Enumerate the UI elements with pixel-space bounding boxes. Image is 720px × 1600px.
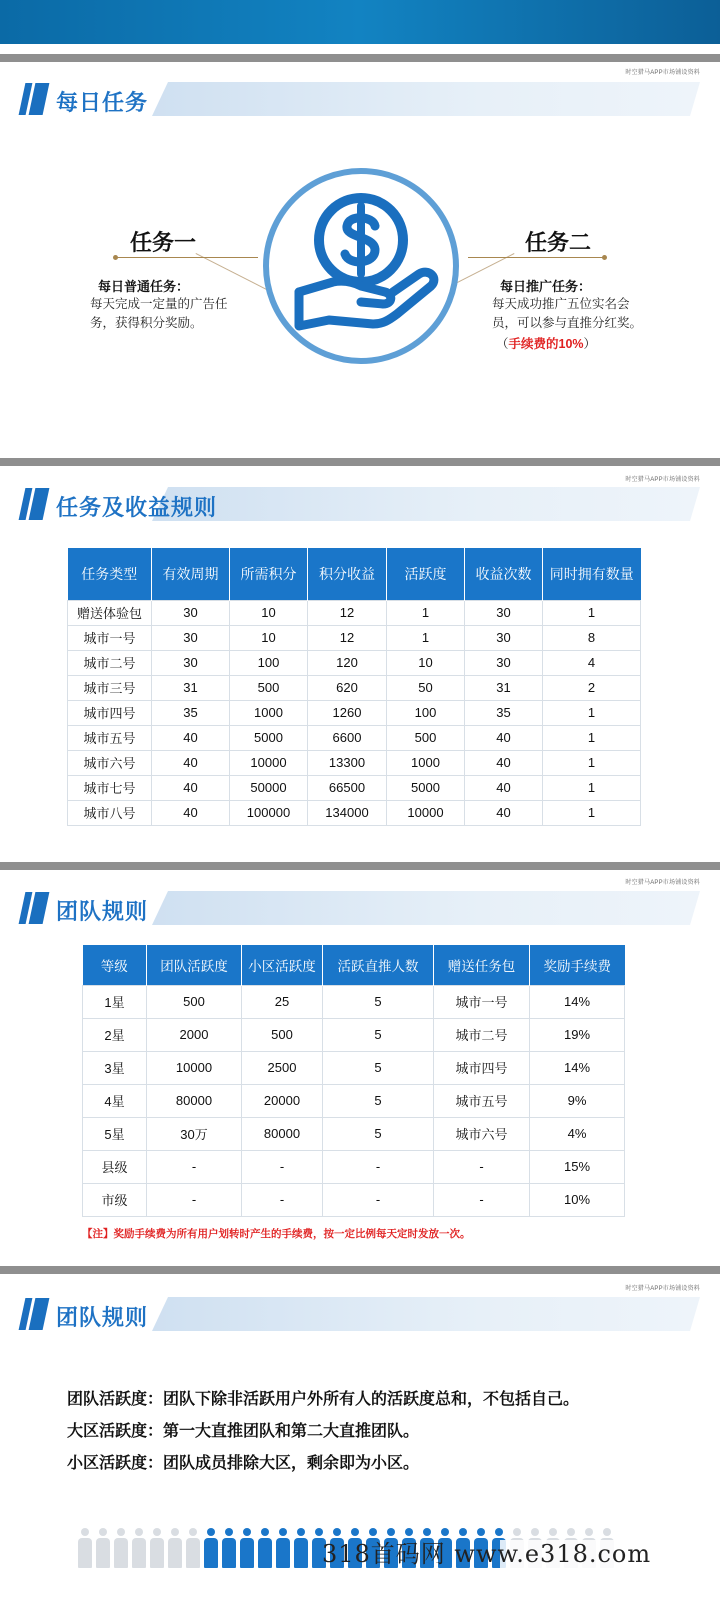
table-cell: 40 [465, 725, 543, 750]
table-cell: 5 [323, 1084, 434, 1117]
table-cell: 500 [242, 1018, 323, 1051]
table-row [83, 1084, 625, 1117]
table-cell: - [242, 1183, 323, 1216]
table-cell: 30 [465, 600, 543, 625]
column-header: 团队活跃度 [147, 945, 242, 985]
table-header-row [83, 945, 625, 985]
table-cell: 35 [465, 700, 543, 725]
table-cell: 5 [323, 1117, 434, 1150]
table-cell: 1 [387, 625, 465, 650]
section-header-band [152, 891, 700, 925]
table-cell: - [434, 1183, 530, 1216]
section-tag: 时空猎马APP市场铺设资料 [625, 70, 700, 76]
table-cell: 10 [387, 650, 465, 675]
person-icon [276, 1528, 290, 1568]
table-cell: 城市七号 [68, 775, 152, 800]
table-cell: 14% [530, 1051, 625, 1084]
table-cell: 城市八号 [68, 800, 152, 825]
table-cell: 1星 [83, 985, 147, 1018]
table-row [68, 600, 641, 625]
section-bars-icon [22, 488, 50, 520]
section-header-band [152, 1297, 700, 1331]
table-cell: 3星 [83, 1051, 147, 1084]
person-icon [204, 1528, 218, 1568]
table-cell: 14% [530, 985, 625, 1018]
table-cell: 城市四号 [434, 1051, 530, 1084]
table-cell: 35 [152, 700, 230, 725]
table-cell: 5000 [230, 725, 308, 750]
top-banner [0, 0, 720, 44]
table-cell: - [434, 1150, 530, 1183]
table-cell: 1 [543, 800, 641, 825]
table-cell: 12 [308, 600, 387, 625]
table-cell: 100 [387, 700, 465, 725]
person-icon [240, 1528, 254, 1568]
task2-fee: （手续费的10%） [496, 337, 597, 351]
table-cell: 30 [465, 650, 543, 675]
column-header: 同时拥有数量 [543, 548, 641, 600]
table-row [68, 650, 641, 675]
table-cell: 30 [465, 625, 543, 650]
table-cell: 城市六号 [68, 750, 152, 775]
table-cell: 4 [543, 650, 641, 675]
table-cell: 1000 [387, 750, 465, 775]
task1-dot [113, 255, 118, 260]
table-header-row [68, 548, 641, 600]
table-row [68, 625, 641, 650]
person-icon [222, 1528, 236, 1568]
table-cell: 1 [543, 725, 641, 750]
table-cell: 4星 [83, 1084, 147, 1117]
table-cell: 40 [465, 800, 543, 825]
table-cell: 城市二号 [434, 1018, 530, 1051]
separator [0, 862, 720, 870]
table-cell: 5000 [387, 775, 465, 800]
table-cell: 10000 [387, 800, 465, 825]
table-cell: 134000 [308, 800, 387, 825]
fee-note: 【注】奖励手续费为所有用户划转时产生的手续费，按一定比例每天定时发放一次。 [82, 1228, 471, 1240]
section-bars-icon [22, 892, 50, 924]
table-row [68, 800, 641, 825]
person-icon [132, 1528, 146, 1568]
table-cell: 城市一号 [68, 625, 152, 650]
column-header: 有效周期 [152, 548, 230, 600]
table-row [83, 1117, 625, 1150]
table-cell: 30万 [147, 1117, 242, 1150]
table-cell: 10% [530, 1183, 625, 1216]
table-cell: 100 [230, 650, 308, 675]
separator [0, 458, 720, 466]
table-cell: 80000 [147, 1084, 242, 1117]
table-row [83, 985, 625, 1018]
table-row [68, 675, 641, 700]
table-cell: 40 [152, 750, 230, 775]
table-cell: 6600 [308, 725, 387, 750]
table-cell: 1000 [230, 700, 308, 725]
table-cell: 2星 [83, 1018, 147, 1051]
task2-dot [602, 255, 607, 260]
table-cell: 12 [308, 625, 387, 650]
person-icon [294, 1528, 308, 1568]
separator [0, 54, 720, 62]
column-header: 奖励手续费 [530, 945, 625, 985]
table-cell: 城市二号 [68, 650, 152, 675]
table-cell: 50000 [230, 775, 308, 800]
table-cell: 城市三号 [68, 675, 152, 700]
table-cell: 620 [308, 675, 387, 700]
table-cell: 500 [147, 985, 242, 1018]
column-header: 任务类型 [68, 548, 152, 600]
table-cell: 40 [465, 750, 543, 775]
table-cell: 5 [323, 1018, 434, 1051]
table-cell: 城市五号 [434, 1084, 530, 1117]
column-header: 活跃度 [387, 548, 465, 600]
table-cell: 城市一号 [434, 985, 530, 1018]
person-icon [186, 1528, 200, 1568]
table-cell: 80000 [242, 1117, 323, 1150]
column-header: 小区活跃度 [242, 945, 323, 985]
table-cell: 2 [543, 675, 641, 700]
table-cell: 10 [230, 625, 308, 650]
section-title-task-income: 任务及收益规则 [56, 495, 218, 520]
column-header: 活跃直推人数 [323, 945, 434, 985]
section-tag: 时空猎马APP市场铺设资料 [625, 477, 700, 483]
section-title-team-rules-2: 团队规则 [56, 1305, 149, 1330]
table-cell: 50 [387, 675, 465, 700]
person-icon [114, 1528, 128, 1568]
task2-desc: 每天成功推广五位实名会 员，可以参与直推分红奖。 [492, 297, 643, 330]
table-cell: - [242, 1150, 323, 1183]
table-cell: 市级 [83, 1183, 147, 1216]
person-icon [168, 1528, 182, 1568]
task1-underline [116, 257, 258, 258]
definition-big-zone: 大区活跃度：第一大直推团队和第二大直推团队。 [67, 1423, 420, 1440]
table-cell: 1 [543, 750, 641, 775]
table-cell: 城市五号 [68, 725, 152, 750]
table-cell: 20000 [242, 1084, 323, 1117]
table-cell: 1260 [308, 700, 387, 725]
table-cell: 8 [543, 625, 641, 650]
column-header: 积分收益 [308, 548, 387, 600]
section-title-team-rules: 团队规则 [56, 899, 149, 924]
table-cell: 25 [242, 985, 323, 1018]
table-row [68, 725, 641, 750]
table-cell: 5 [323, 985, 434, 1018]
section-header-band [152, 82, 700, 116]
section-tag: 时空猎马APP市场铺设资料 [625, 1286, 700, 1292]
table-cell: 120 [308, 650, 387, 675]
table-cell: 1 [387, 600, 465, 625]
column-header: 等级 [83, 945, 147, 985]
table-cell: 30 [152, 600, 230, 625]
table-row [68, 700, 641, 725]
table-cell: 5 [323, 1051, 434, 1084]
task2-title: 任务二 [525, 230, 592, 255]
table-cell: 100000 [230, 800, 308, 825]
person-icon [78, 1528, 92, 1568]
section-header-band [152, 487, 700, 521]
separator [0, 1266, 720, 1274]
table-row [68, 750, 641, 775]
table-cell: 2500 [242, 1051, 323, 1084]
task2-subtitle: 每日推广任务： [500, 279, 592, 294]
table-cell: 9% [530, 1084, 625, 1117]
table-cell: 2000 [147, 1018, 242, 1051]
task1-desc: 每天完成一定量的广告任 务，获得积分奖励。 [90, 297, 228, 330]
table-cell: 40 [152, 725, 230, 750]
task-income-table [67, 548, 641, 826]
table-cell: 30 [152, 650, 230, 675]
table-cell: 19% [530, 1018, 625, 1051]
table-cell: 10000 [147, 1051, 242, 1084]
person-icon [150, 1528, 164, 1568]
table-cell: 10 [230, 600, 308, 625]
table-row [68, 775, 641, 800]
table-cell: 13300 [308, 750, 387, 775]
table-cell: 城市四号 [68, 700, 152, 725]
table-cell: 40 [152, 800, 230, 825]
table-cell: 66500 [308, 775, 387, 800]
person-icon [258, 1528, 272, 1568]
column-header: 所需积分 [230, 548, 308, 600]
table-row [83, 1150, 625, 1183]
task1-title: 任务一 [130, 230, 197, 255]
table-cell: 城市六号 [434, 1117, 530, 1150]
person-icon [96, 1528, 110, 1568]
table-row [83, 1051, 625, 1084]
table-cell: - [147, 1183, 242, 1216]
table-cell: 1 [543, 775, 641, 800]
table-cell: - [323, 1150, 434, 1183]
section-title-daily-task: 每日任务 [56, 90, 149, 115]
section-bars-icon [22, 1298, 50, 1330]
table-cell: 40 [465, 775, 543, 800]
table-cell: 31 [465, 675, 543, 700]
table-cell: 5星 [83, 1117, 147, 1150]
table-cell: 500 [387, 725, 465, 750]
table-cell: 30 [152, 625, 230, 650]
table-cell: - [323, 1183, 434, 1216]
table-cell: 31 [152, 675, 230, 700]
section-bars-icon [22, 83, 50, 115]
table-cell: 1 [543, 700, 641, 725]
column-header: 收益次数 [465, 548, 543, 600]
task2-underline [468, 257, 603, 258]
table-cell: 赠送体验包 [68, 600, 152, 625]
table-row [83, 1018, 625, 1051]
table-cell: 县级 [83, 1150, 147, 1183]
table-cell: 4% [530, 1117, 625, 1150]
watermark-text: 318首码网 www.e318.com [322, 1540, 652, 1568]
definition-team-activity: 团队活跃度：团队下除非活跃用户外所有人的活跃度总和，不包括自己。 [67, 1391, 580, 1408]
section-tag: 时空猎马APP市场铺设资料 [625, 880, 700, 886]
table-cell: 15% [530, 1150, 625, 1183]
money-hand-icon-circle [263, 168, 459, 364]
table-cell: 500 [230, 675, 308, 700]
table-cell: 10000 [230, 750, 308, 775]
table-cell: - [147, 1150, 242, 1183]
table-row [83, 1183, 625, 1216]
task1-subtitle: 每日普通任务： [98, 279, 190, 294]
table-cell: 40 [152, 775, 230, 800]
definition-small-zone: 小区活跃度：团队成员排除大区，剩余即为小区。 [67, 1455, 420, 1472]
column-header: 赠送任务包 [434, 945, 530, 985]
money-hand-icon [269, 174, 453, 358]
table-cell: 1 [543, 600, 641, 625]
team-rules-table [82, 945, 625, 1217]
